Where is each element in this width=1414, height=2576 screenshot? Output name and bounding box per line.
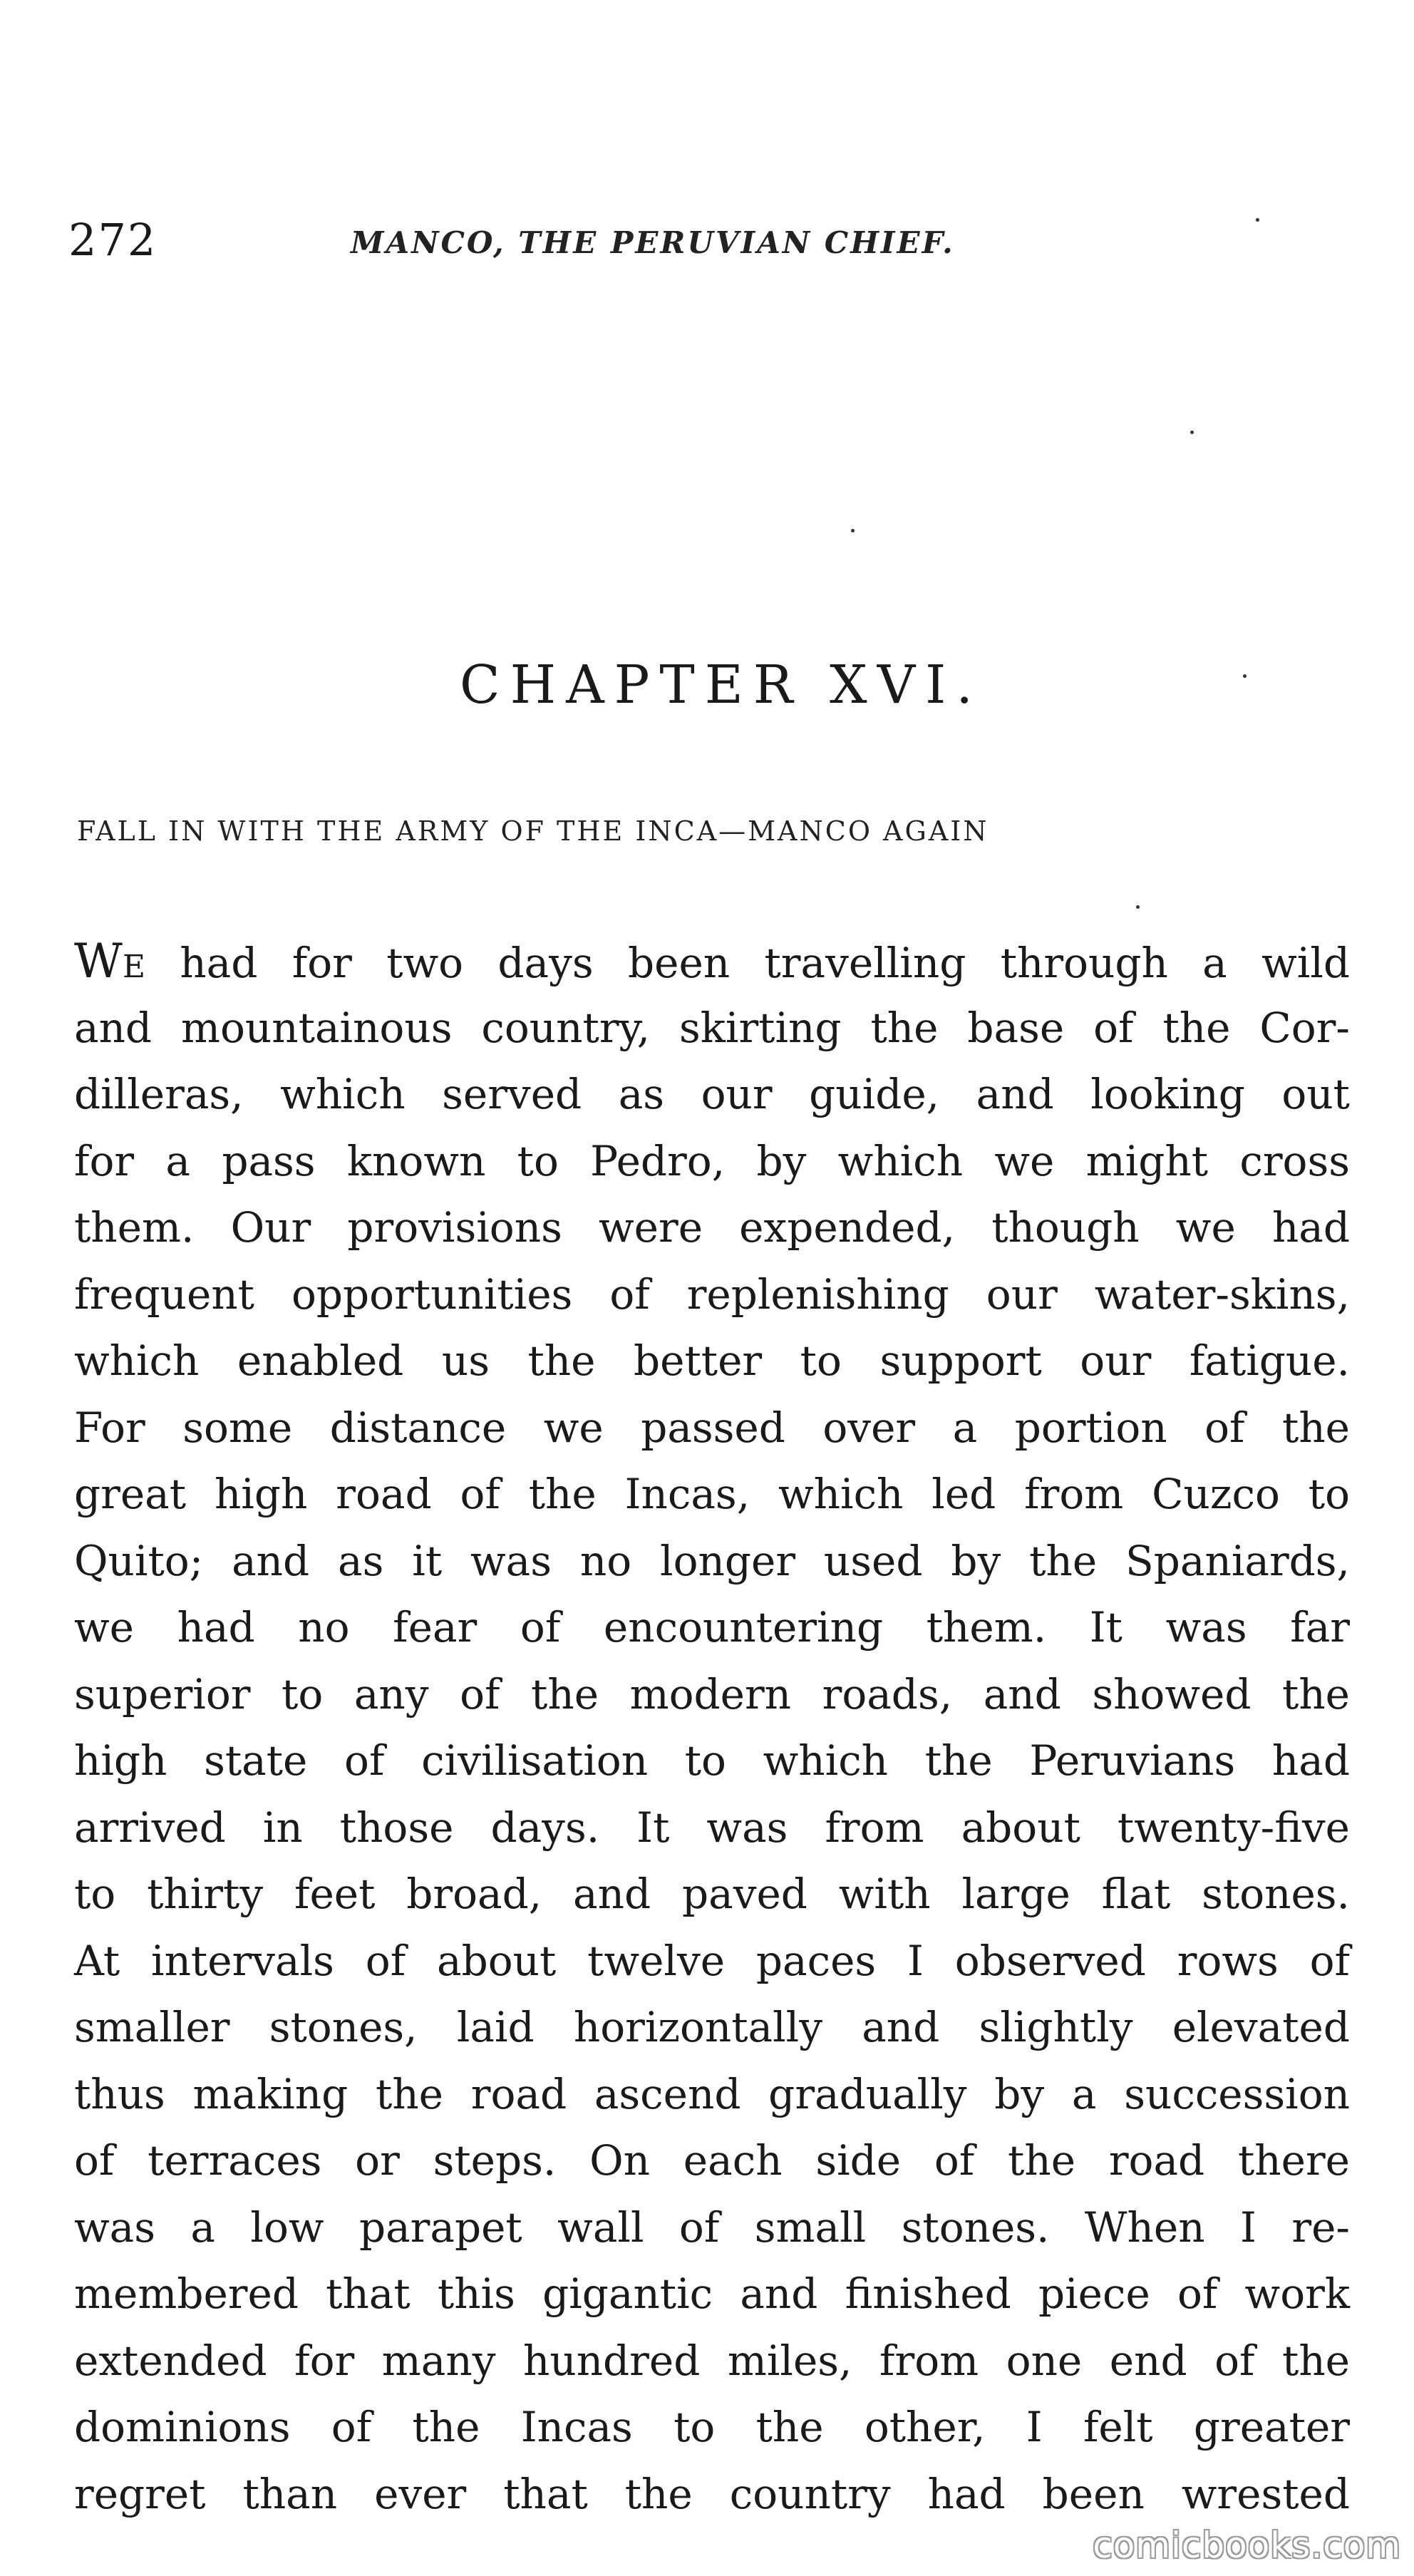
ink-speck	[1136, 905, 1140, 909]
text-line: which enabled us the better to support our fatigue.	[74, 1336, 1350, 1385]
ink-speck	[1256, 218, 1259, 222]
text-line: arrived in those days. It was from about twenty-five	[74, 1803, 1350, 1852]
text-line: frequent opportunities of replenishing our water-skins,	[74, 1269, 1350, 1319]
chapter-title: CHAPTER XVI.	[460, 654, 983, 716]
running-title: MANCO, THE PERUVIAN CHIEF.	[351, 225, 955, 260]
ink-speck	[851, 529, 855, 532]
text-line: high state of civilisation to which the Peruvians had	[74, 1736, 1350, 1785]
text-line: we had no fear of encountering them. It was far	[74, 1603, 1350, 1652]
body-text	[74, 928, 1350, 2528]
ink-speck	[1243, 674, 1247, 678]
text-line: and mountainous country, skirting the base of the Cor-	[74, 1003, 1350, 1052]
text-line: for a pass known to Pedro, by which we might cross	[74, 1136, 1350, 1185]
running-head	[68, 214, 1351, 271]
text-line: smaller stones, laid horizontally and slightly elevated	[74, 2003, 1350, 2051]
text-line: regret than ever that the country had been wrested	[74, 2469, 1350, 2518]
initial-word-rest: E	[122, 949, 145, 985]
text-line: them. Our provisions were expended, though we had	[74, 1203, 1350, 1252]
text-line: dilleras, which served as our guide, and looking out	[74, 1070, 1350, 1118]
text-line-content: had for two days been travelling through a wild	[145, 939, 1350, 987]
chapter-subtitle: FALL IN WITH THE ARMY OF THE INCA—MANCO AGAIN	[77, 815, 989, 847]
text-line: superior to any of the modern roads, and showed the	[74, 1669, 1350, 1719]
text-line: extended for many hundred miles, from one end of the	[74, 2336, 1350, 2385]
drop-initial: W	[74, 934, 123, 989]
text-line: great high road of the Incas, which led from Cuzco to	[74, 1470, 1350, 1518]
text-line: dominions of the Incas to the other, I felt greater	[74, 2403, 1350, 2451]
text-line: was a low parapet wall of small stones. When I re-	[74, 2203, 1350, 2252]
ink-speck	[1190, 431, 1194, 434]
text-line: For some distance we passed over a portion of the	[74, 1403, 1350, 1452]
page-number: 272	[68, 214, 158, 266]
text-line: At intervals of about twelve paces I observed rows of	[74, 1936, 1350, 1985]
text-line: membered that this gigantic and finished piece of work	[74, 2270, 1350, 2318]
text-line: to thirty feet broad, and paved with large flat stones.	[74, 1870, 1350, 1918]
text-line	[74, 928, 1350, 995]
site-watermark: comicbooks.com	[1093, 2525, 1401, 2566]
text-line: of terraces or steps. On each side of the road there	[74, 2136, 1350, 2185]
text-line: Quito; and as it was no longer used by the Spaniards,	[74, 1536, 1350, 1585]
text-line: thus making the road ascend gradually by a succession	[74, 2069, 1350, 2118]
